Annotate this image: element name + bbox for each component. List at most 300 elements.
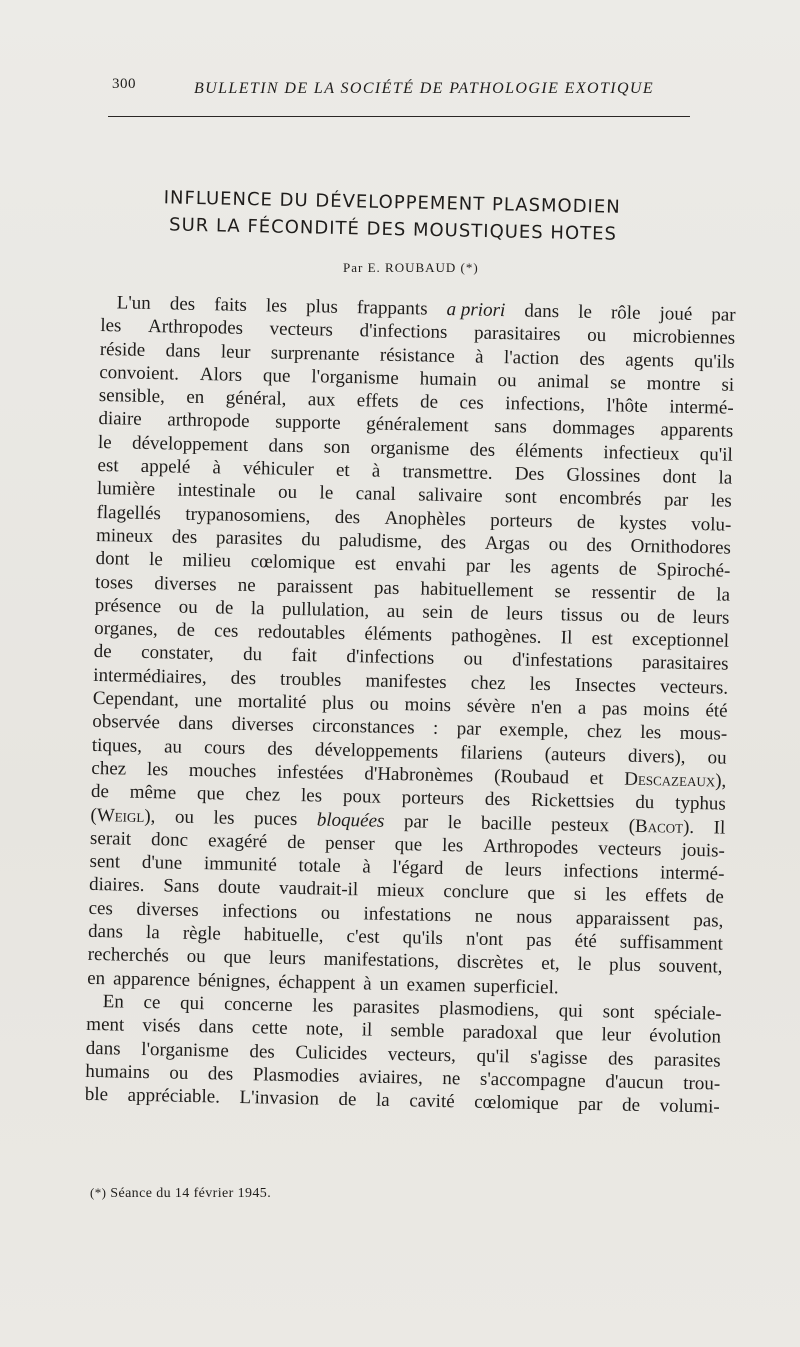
word: est — [354, 553, 377, 575]
word: les — [312, 995, 334, 1017]
word: penser — [324, 832, 375, 855]
word: général, — [225, 387, 287, 410]
word: dommages — [552, 417, 636, 441]
word: flagellés — [96, 501, 162, 524]
word: pesteux — [550, 813, 610, 836]
word: infections — [563, 860, 639, 884]
word: exagéré — [207, 830, 268, 853]
word: par — [711, 304, 736, 326]
word: a — [577, 697, 587, 719]
word: qui — [179, 992, 205, 1015]
word: d'infestations — [511, 649, 613, 673]
page-number: 300 — [112, 76, 136, 92]
word: la — [250, 597, 265, 620]
word: souvent, — [658, 955, 723, 978]
word: généralement — [366, 413, 469, 437]
word: animal — [537, 370, 590, 393]
word: volumi- — [659, 1095, 720, 1118]
word: les — [605, 884, 627, 907]
word: apparents — [660, 419, 734, 443]
word: parasites — [215, 527, 283, 550]
word: constater, — [140, 642, 214, 665]
word: lumière — [96, 478, 156, 501]
word: effets — [356, 390, 399, 413]
word: Spiroché- — [656, 559, 731, 582]
word: apparaissent — [575, 907, 670, 931]
word: chez — [91, 757, 127, 780]
word: des — [440, 531, 467, 554]
word: infestations — [363, 903, 452, 926]
word: ou — [463, 648, 483, 671]
word: infections, — [505, 393, 586, 416]
word: parasites — [653, 1048, 721, 1072]
word: développements — [314, 739, 439, 763]
word: de — [576, 511, 596, 533]
word: présence — [94, 594, 162, 618]
word: dans — [165, 339, 201, 362]
word: observée — [92, 711, 161, 734]
word: des — [579, 348, 606, 370]
word: porteurs — [401, 787, 465, 810]
word: puces — [253, 807, 298, 830]
word: Anophèles — [384, 507, 467, 531]
word: à — [362, 856, 372, 878]
word: qu'il — [476, 1045, 510, 1067]
word: des — [249, 1040, 275, 1063]
word: encombrés — [558, 487, 642, 511]
word: leurs — [268, 947, 306, 970]
word: chez — [245, 784, 281, 806]
word: moins — [642, 699, 690, 721]
word: le — [577, 301, 593, 323]
word: dans — [87, 920, 124, 943]
word: parasitaires — [641, 652, 729, 676]
word: de — [176, 619, 196, 642]
word: s'accompagne — [479, 1068, 586, 1092]
word: pas, — [693, 909, 724, 932]
word: mous- — [679, 723, 728, 745]
word: des — [169, 293, 196, 315]
word: de — [470, 602, 489, 624]
word: Insectes — [574, 674, 637, 697]
word: la — [716, 583, 731, 606]
word: porteurs — [490, 509, 553, 532]
word: dans — [268, 435, 304, 457]
word: le — [148, 549, 164, 571]
word: kystes — [619, 512, 668, 535]
word: agents — [550, 557, 600, 580]
word: infections — [222, 900, 298, 923]
word: Alors — [199, 363, 243, 386]
word: ne — [474, 905, 493, 927]
word: dont — [95, 548, 130, 570]
word: et, — [541, 953, 560, 975]
word: les — [146, 758, 169, 781]
word: jouis- — [681, 839, 726, 862]
word: l'organisme — [311, 366, 400, 389]
word: spéciale- — [653, 1002, 722, 1025]
word: vecteurs — [269, 318, 334, 341]
word: arthropode — [167, 409, 250, 433]
word: son — [323, 436, 351, 458]
word: diverses — [154, 572, 217, 595]
word: les — [100, 315, 122, 337]
word: vaudrait-il — [278, 878, 359, 901]
word: concerne — [223, 993, 293, 1016]
word: salivaire — [418, 484, 483, 508]
word: ment — [86, 1014, 125, 1036]
word: (auteurs — [544, 743, 607, 766]
word: les — [529, 673, 551, 695]
word: intermé- — [669, 396, 734, 419]
word: à — [474, 346, 484, 368]
word: pathogènes. — [451, 625, 542, 649]
word: cours — [203, 736, 246, 759]
word: manifestes — [365, 670, 447, 693]
word: organes, — [94, 618, 158, 641]
word: diverses — [231, 714, 295, 737]
word: L'invasion — [239, 1087, 320, 1110]
word: sensible, — [98, 385, 166, 408]
word: intestinale — [177, 479, 256, 503]
word: le — [577, 954, 592, 976]
word: leurs — [692, 606, 730, 629]
word: ble — [84, 1083, 109, 1106]
word: convoient. — [99, 361, 180, 385]
word: les — [509, 556, 532, 578]
word: Arthropodes — [483, 835, 579, 859]
word: de — [286, 831, 306, 854]
word: chez — [470, 672, 506, 694]
word: qu'ils — [694, 350, 735, 373]
word: ou — [277, 481, 298, 504]
word: ou — [320, 902, 341, 924]
word: la — [718, 467, 733, 489]
title-line-1: INFLUENCE DU DÉVELOPPEMENT PLASMODIEN — [163, 187, 621, 218]
word: n'en — [530, 696, 563, 719]
word: montre — [646, 372, 701, 395]
word: des — [267, 738, 293, 760]
word: parasitaires — [473, 322, 561, 346]
word: bloquées — [316, 808, 385, 832]
word: éléments — [515, 440, 584, 463]
word: ou — [186, 946, 206, 968]
word: cette — [251, 1017, 288, 1040]
word: ces — [213, 620, 239, 642]
word: intermé- — [659, 862, 725, 885]
running-title: BULLETIN DE LA SOCIÉTÉ DE PATHOLOGIE EXOTIQUE — [194, 80, 655, 97]
word: il — [361, 1019, 373, 1041]
word: habituellement — [420, 578, 534, 602]
word: doute — [217, 876, 261, 899]
footnote-mark: (*) — [90, 1185, 107, 1200]
word: Arthropodes — [147, 316, 244, 340]
word: l'action — [503, 346, 560, 369]
word: de — [464, 858, 484, 880]
word: développement — [131, 432, 249, 456]
word: en — [186, 386, 205, 409]
word: plus — [608, 954, 642, 977]
word: exemple, — [499, 719, 569, 742]
author-line: Par E. ROUBAUD (*) — [343, 260, 479, 275]
title-line-2: SUR LA FÉCONDITÉ DES MOUSTIQUES HOTES — [168, 214, 618, 245]
word: une — [194, 690, 223, 712]
word: le — [447, 811, 462, 833]
word: ces — [88, 897, 114, 920]
word: résistance — [379, 344, 455, 367]
word: c'est — [346, 926, 380, 948]
word: chez — [586, 721, 622, 743]
word: cœlomique — [474, 1091, 559, 1115]
word: vecteurs. — [659, 676, 729, 699]
word: en — [86, 967, 106, 989]
word: des — [230, 667, 257, 689]
word: effets — [645, 885, 688, 908]
word: si — [573, 884, 587, 906]
word: et — [589, 767, 604, 790]
word: l'égard — [392, 857, 444, 880]
word: intermédiaires, — [93, 664, 207, 688]
word: plasmodiens, — [439, 997, 540, 1021]
word: bénignes, — [197, 969, 271, 993]
word: les — [710, 490, 732, 513]
word: suffisamment — [619, 931, 724, 955]
word: même — [129, 781, 177, 804]
word: microbiennes — [632, 325, 736, 350]
word: l'hôte — [606, 395, 649, 418]
word: réside — [99, 338, 146, 361]
word: a priori — [446, 298, 506, 322]
word: que — [394, 833, 423, 856]
word: d'aucun — [605, 1071, 664, 1094]
word: que — [196, 783, 225, 805]
word: donc — [150, 828, 189, 851]
word: d'une — [141, 852, 183, 874]
word: leur — [601, 1024, 632, 1046]
word: canal — [355, 483, 396, 506]
word: En — [102, 991, 125, 1013]
word: évolution — [649, 1025, 722, 1048]
word: paludisme, — [338, 529, 423, 553]
word: ou — [620, 605, 640, 627]
word: à — [363, 973, 372, 995]
word: les — [265, 295, 288, 317]
word: d'Habronèmes — [364, 763, 474, 787]
word: diverses — [136, 898, 199, 921]
word: du — [301, 529, 321, 551]
word: toses — [94, 571, 134, 594]
word: les — [213, 806, 235, 829]
word: agents — [625, 349, 675, 372]
word: divers), — [627, 745, 686, 768]
word: plus — [305, 296, 339, 318]
word: qu'ils — [402, 927, 444, 950]
word: s'agisse — [530, 1046, 588, 1069]
word: ou — [548, 534, 568, 556]
word: règle — [182, 922, 221, 945]
word: de — [618, 558, 638, 581]
word: ne — [237, 574, 256, 596]
word: frappants — [356, 297, 428, 320]
word: semble — [390, 1020, 445, 1043]
word: leurs — [504, 859, 542, 882]
word: infectieux — [603, 441, 680, 465]
word: envahi — [395, 554, 447, 577]
word: apparence — [112, 967, 191, 991]
word: mineux — [95, 524, 154, 548]
word: examen — [406, 973, 466, 997]
word: Il — [713, 816, 726, 839]
word: des — [484, 789, 511, 811]
word: exceptionnel — [631, 628, 730, 652]
word: n'ont — [465, 928, 504, 951]
word: L'un — [116, 292, 152, 314]
word: humains — [85, 1060, 150, 1083]
word: appréciable. — [127, 1084, 221, 1108]
word: et — [335, 459, 350, 482]
word: cœlomique — [250, 551, 336, 575]
word: de — [90, 781, 110, 803]
word: les — [639, 722, 662, 744]
word: au — [386, 600, 405, 623]
word: à — [371, 460, 381, 482]
word: Glossines — [566, 464, 641, 487]
word: pullulation, — [281, 598, 370, 622]
word: mortalité — [237, 690, 307, 714]
word: d'infections — [346, 646, 435, 670]
word: ou — [586, 325, 607, 347]
word: mouches — [188, 759, 257, 783]
word: Des — [514, 463, 545, 486]
word: poux — [342, 786, 382, 808]
article-title — [149, 184, 710, 250]
word: supporte — [275, 412, 341, 435]
word: de — [676, 583, 696, 605]
word: ou — [169, 1062, 189, 1084]
word: des — [607, 1047, 634, 1070]
word: des — [171, 526, 198, 548]
word: vecteurs, — [387, 1043, 457, 1066]
word: véhiculer — [242, 457, 314, 481]
word: paraissent — [276, 575, 354, 598]
word: par — [578, 1093, 603, 1116]
word: appelé — [140, 455, 191, 478]
word: aux — [307, 389, 336, 411]
word: visés — [142, 1015, 181, 1037]
word: parasites — [352, 996, 420, 1019]
word: que — [527, 883, 556, 905]
word: le — [97, 431, 112, 454]
word: leurs — [505, 603, 544, 625]
word: des — [469, 439, 496, 461]
word: les — [441, 834, 464, 857]
word: le — [319, 482, 334, 505]
word: filariens — [460, 741, 523, 765]
word: par — [465, 555, 491, 578]
word: aviaires, — [358, 1066, 424, 1089]
word: troubles — [279, 668, 342, 691]
word: se — [554, 580, 571, 603]
word: qu'il — [699, 443, 733, 466]
word: au — [163, 736, 183, 758]
word: manifestations, — [323, 948, 440, 973]
word: sein — [422, 601, 454, 623]
word: organisme — [370, 437, 450, 460]
word: dans — [198, 1016, 234, 1039]
word: ou — [497, 369, 517, 392]
header-rule — [108, 116, 690, 117]
word: (Weigl), — [90, 804, 156, 827]
page-header — [108, 74, 690, 118]
word: de — [656, 606, 676, 628]
word: dont — [662, 466, 697, 489]
word: Descazeaux), — [624, 768, 727, 792]
word: redoutables — [257, 621, 346, 645]
word: du — [635, 792, 655, 814]
word: est — [97, 455, 119, 477]
word: de — [621, 1094, 641, 1117]
word: du — [242, 644, 263, 666]
word: joué — [659, 303, 693, 325]
word: l'organisme — [141, 1038, 230, 1062]
word: habituelle, — [243, 924, 324, 947]
word: : — [432, 718, 439, 740]
word: d'infections — [359, 320, 448, 344]
word: faits — [214, 294, 248, 316]
word: sont — [602, 1001, 635, 1023]
word: Cependant, — [92, 687, 180, 711]
word: des — [334, 506, 361, 528]
word: tissus — [560, 604, 604, 626]
word: la — [375, 1089, 390, 1112]
word: sévère — [466, 695, 516, 718]
word: plus — [322, 692, 355, 715]
word: (Bacot). — [628, 815, 695, 838]
word: note, — [305, 1018, 344, 1041]
body-text — [85, 291, 736, 1119]
word: Culicides — [295, 1041, 368, 1064]
word: discrètes — [456, 951, 524, 974]
word: ou — [707, 746, 727, 769]
word: superficiel. — [473, 975, 559, 998]
word: sent — [89, 851, 121, 873]
word: par — [403, 810, 429, 833]
word: dans — [85, 1037, 121, 1060]
word: bacille — [480, 812, 532, 835]
word: de — [338, 1089, 357, 1111]
word: dans — [178, 712, 214, 735]
word: trou- — [682, 1072, 721, 1095]
footnote-text: Séance du 14 février 1945. — [110, 1186, 272, 1201]
word: Il — [560, 627, 573, 649]
word: nous — [516, 906, 553, 928]
word: transmettre. — [402, 461, 493, 484]
word: de — [215, 597, 234, 619]
word: sans — [494, 416, 528, 439]
word: rôle — [610, 302, 641, 324]
word: pas — [601, 698, 628, 720]
word: à — [212, 457, 222, 479]
word: paradoxal — [462, 1021, 538, 1045]
word: dans — [524, 300, 560, 323]
word: cavité — [409, 1090, 455, 1113]
word: recherchés — [87, 944, 170, 967]
word: tiques, — [91, 734, 143, 757]
word: Ornithodores — [630, 535, 732, 559]
word: immunité — [203, 853, 277, 876]
word: serait — [89, 827, 132, 850]
word: trypanosomiens, — [185, 503, 311, 527]
